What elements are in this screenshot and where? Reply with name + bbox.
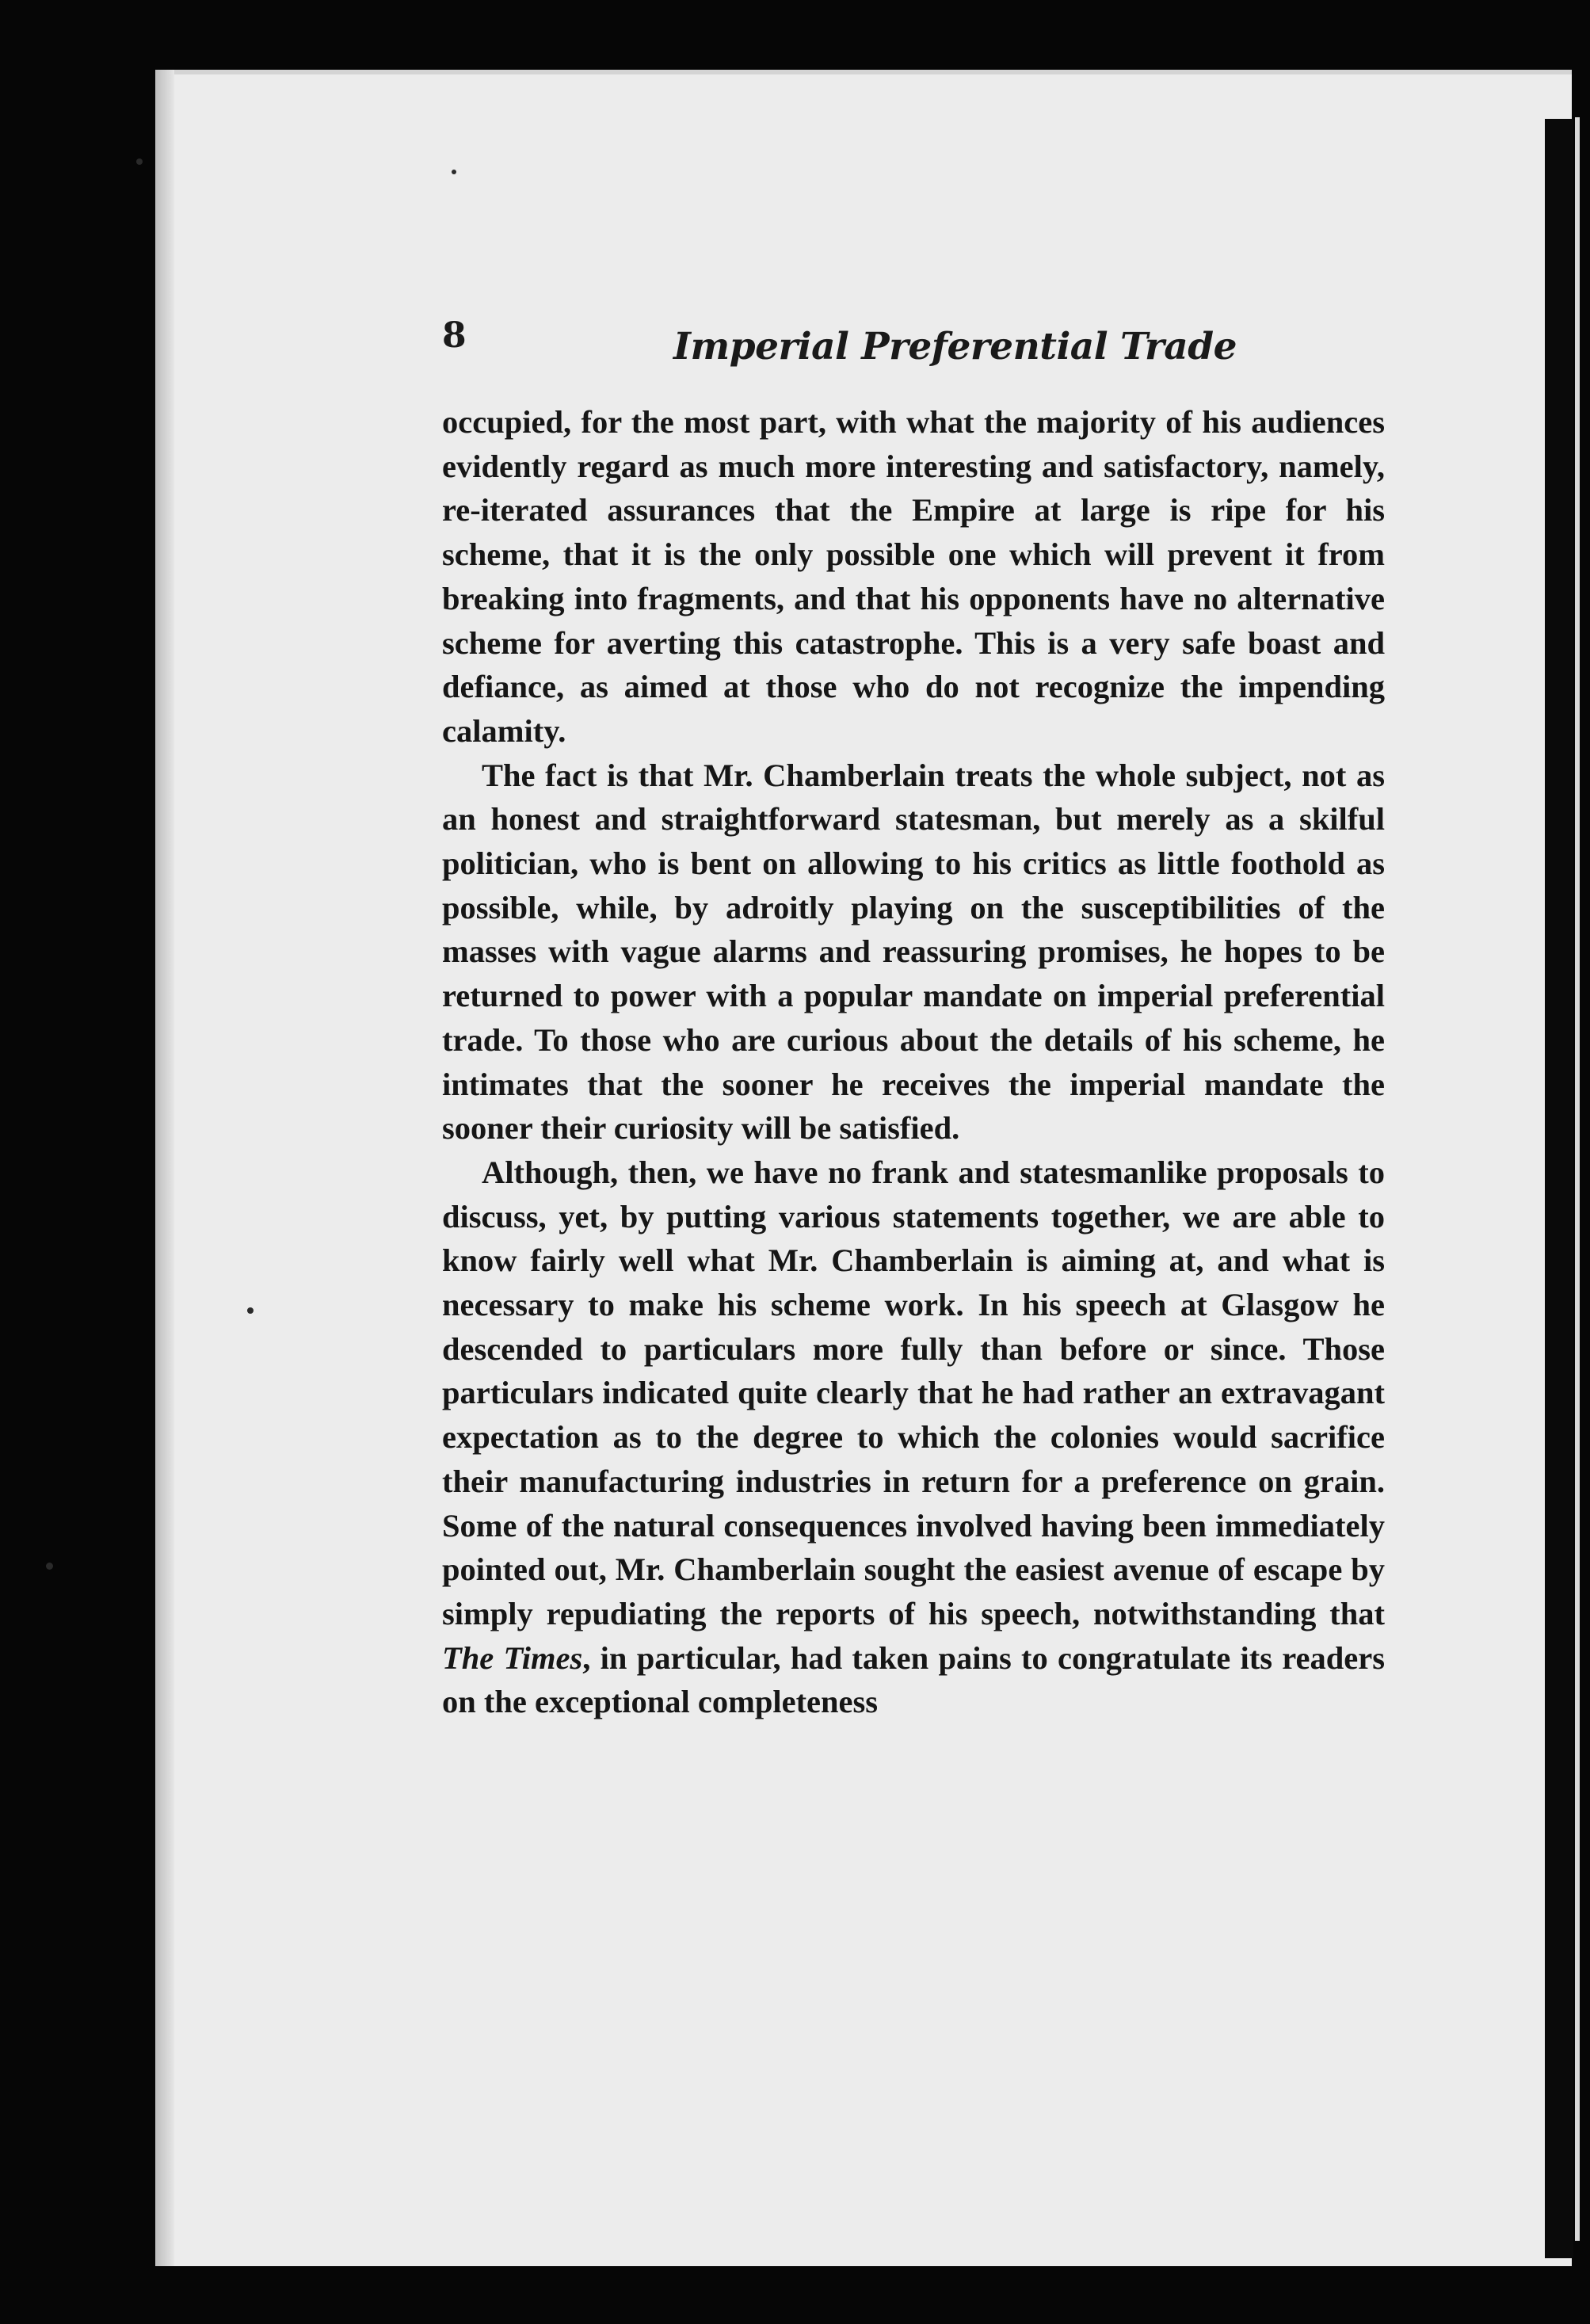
dust-speck <box>136 158 143 165</box>
running-title: Imperial Preferential Trade <box>673 325 1237 368</box>
paragraph-3-text-start: Although, then, we have no frank and statesmanlike proposals to discuss, yet, by putting various statements together, we are able to know fairly well what Mr. Chamberlain is aiming at, and what is necessary to make his scheme work. In his speech at Glasgow he descended to particulars more fully than before or since. Those particulars indicated quite clearly that he had rather an extravagant expectation as to the degree to which the colonies would sacrifice their manufacturing industries in return for a preference on grain. Some of the natural consequences involved having been immediately pointed out, Mr. Chamberlain sought the easiest avenue of escape by simply repudiating the reports of his speech, notwithstanding that <box>442 1154 1385 1631</box>
paragraph-3 <box>442 1151 1385 1724</box>
binding-shadow <box>155 70 174 2266</box>
dust-speck <box>247 1307 254 1314</box>
paragraph-3-text-end: , in particular, had taken pains to congratulate its readers on the exceptional completeness <box>442 1639 1386 1720</box>
paragraph-1: occupied, for the most part, with what the majority of his audiences evidently regard as much more interesting and satisfactory, namely, re-iterated assurances that the Empire at large is ripe for his scheme, that it is the only possible one which will prevent it from breaking into fragments, and that his opponents have no alternative scheme for averting this catastrophe. This is a very safe boast and defiance, as aimed at those who do not recognize the impending calamity. <box>442 404 1385 749</box>
scan-right-edge <box>1545 119 1573 2258</box>
paragraph-2: The fact is that Mr. Chamberlain treats the whole subject, not as an honest and straightforward statesman, but merely as a skilful politician, who is bent on allowing to his critics as little foothold as possible, while, by adroitly playing on the susceptibilities of the masses with vague alarms and reassuring promises, he hopes to be returned to power with a popular mandate on imperial preferential trade. To those who are curious about the details of his scheme, he intimates that the sooner he receives the imperial mandate the sooner their curiosity will be satisfied. <box>442 757 1385 1147</box>
dust-speck <box>46 1563 53 1570</box>
newspaper-title: The Times <box>442 1639 583 1676</box>
page-number: 8 <box>442 315 467 356</box>
dust-speck <box>452 170 456 174</box>
running-head <box>444 320 1474 376</box>
body-text <box>442 400 1385 1724</box>
